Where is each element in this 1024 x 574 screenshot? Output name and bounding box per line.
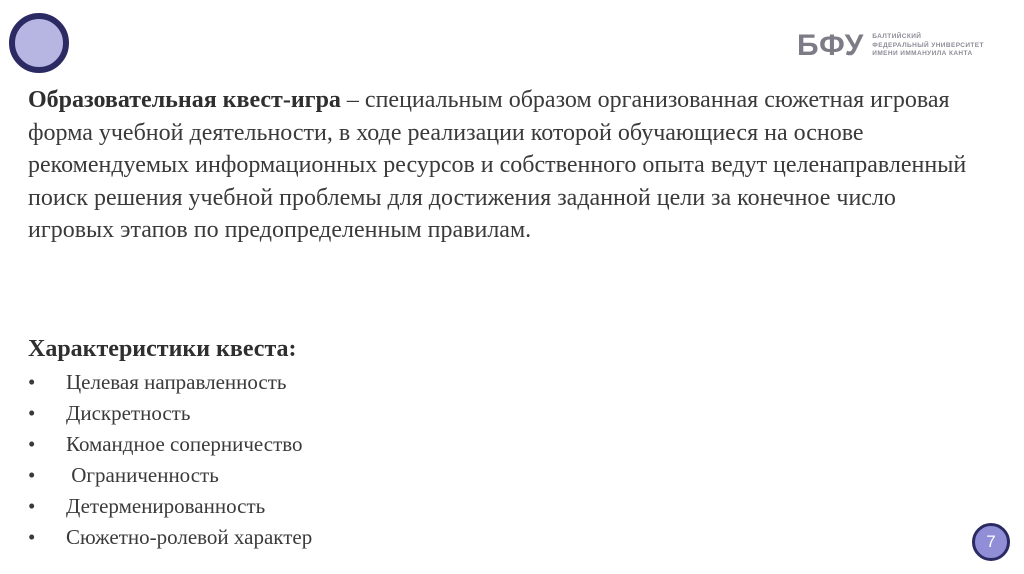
list-item bbox=[28, 398, 312, 429]
bullet-icon: • bbox=[28, 525, 36, 549]
definition-term: Образовательная квест-игра bbox=[28, 87, 341, 113]
list-item-text: Сюжетно-ролевой характер bbox=[66, 525, 313, 549]
logo-line: ИМЕНИ ИММАНУИЛА КАНТА bbox=[872, 50, 973, 58]
bullet-icon: • bbox=[28, 401, 36, 425]
list-item-text: Детерменированность bbox=[66, 494, 266, 518]
decorative-circle-icon bbox=[9, 13, 69, 73]
list-item-text: Дискретность bbox=[66, 401, 191, 425]
logo-mark: БФУ bbox=[797, 29, 865, 62]
list-item bbox=[28, 460, 312, 491]
page-number-badge: 7 bbox=[972, 523, 1010, 561]
logo-line: ФЕДЕРАЛЬНЫЙ УНИВЕРСИТЕТ bbox=[872, 41, 984, 49]
definition-text: – специальным образом организованная сюжетная игровая форма учебной деятельности, в ходе реализации которой обучающиеся на основе рекомендуемых информационных ресурсов и собственного опыта ведут целенаправленный поиск решения учебной проблемы для достижения заданной цели за конечное число игровых этапов по предопределенным правилам. bbox=[28, 87, 967, 243]
list-item bbox=[28, 491, 312, 522]
logo-line: БАЛТИЙСКИЙ bbox=[872, 33, 922, 41]
list-item bbox=[28, 429, 312, 460]
list-item-text: Ограниченность bbox=[66, 463, 219, 487]
bullet-icon: • bbox=[28, 370, 36, 394]
characteristics-list bbox=[28, 367, 312, 553]
bullet-icon: • bbox=[28, 432, 36, 456]
list-item bbox=[28, 367, 312, 398]
definition-paragraph bbox=[28, 84, 988, 247]
list-item bbox=[28, 522, 312, 553]
list-item-text: Командное соперничество bbox=[66, 432, 303, 456]
list-item-text: Целевая направленность bbox=[66, 370, 287, 394]
university-logo bbox=[797, 31, 984, 61]
logo-text bbox=[872, 33, 984, 59]
bullet-icon: • bbox=[28, 463, 36, 487]
characteristics-heading: Характеристики квеста: bbox=[28, 336, 297, 362]
bullet-icon: • bbox=[28, 494, 36, 518]
